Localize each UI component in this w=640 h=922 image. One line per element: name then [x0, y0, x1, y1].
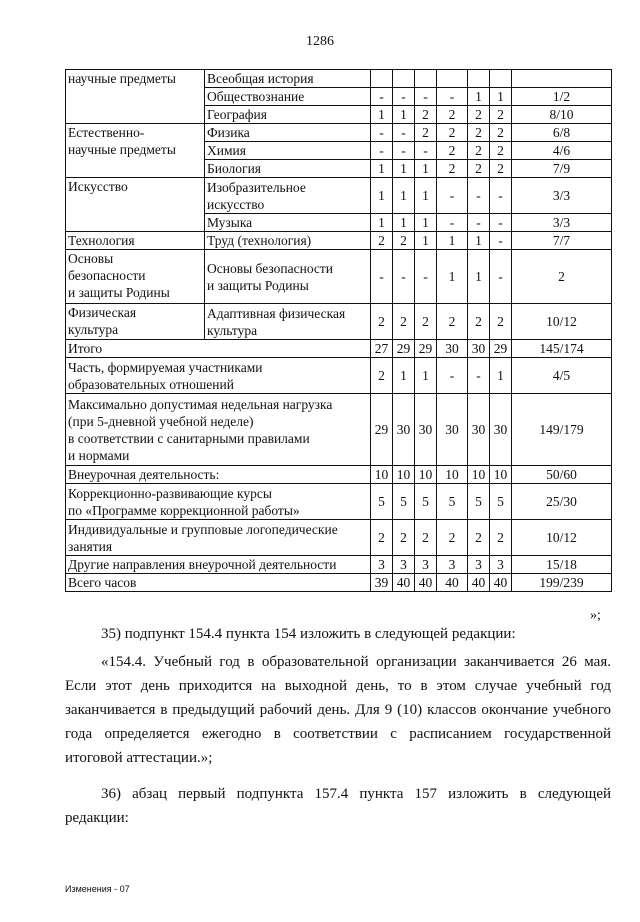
- row-label: Максимально допустимая недельная нагрузка (при 5-дневной учебной неделе) в соответствии с санитарными правилами и нормами: [66, 394, 371, 466]
- grade-hours-2: 10: [393, 466, 415, 484]
- total-hours: 4/5: [512, 358, 612, 394]
- page-number: 1286: [306, 34, 334, 49]
- grade-hours-1: 5: [371, 484, 393, 520]
- table-row: [66, 358, 612, 394]
- grade-hours-5: [468, 70, 490, 88]
- total-hours: 7/9: [512, 160, 612, 178]
- grade-hours-3: 2: [415, 124, 437, 142]
- grade-hours-4: 10: [437, 466, 468, 484]
- grade-hours-4: 2: [437, 106, 468, 124]
- table-row: [66, 484, 612, 520]
- grade-hours-1: 27: [371, 340, 393, 358]
- grade-hours-4: -: [437, 214, 468, 232]
- paragraph-35: 35) подпункт 154.4 пункта 154 изложить в следующей редакции:: [101, 626, 516, 642]
- grade-hours-3: -: [415, 88, 437, 106]
- grade-hours-1: -: [371, 250, 393, 304]
- table-row: [66, 574, 612, 592]
- grade-hours-6: 2: [490, 142, 512, 160]
- subject-area: Технология: [66, 232, 205, 250]
- grade-hours-6: 5: [490, 484, 512, 520]
- grade-hours-1: [371, 70, 393, 88]
- grade-hours-4: -: [437, 88, 468, 106]
- grade-hours-3: 1: [415, 214, 437, 232]
- grade-hours-3: 40: [415, 574, 437, 592]
- grade-hours-1: 1: [371, 160, 393, 178]
- grade-hours-6: 1: [490, 88, 512, 106]
- grade-hours-5: 30: [468, 394, 490, 466]
- grade-hours-1: 2: [371, 358, 393, 394]
- table-row: [66, 520, 612, 556]
- table-row: [66, 340, 612, 358]
- grade-hours-1: 1: [371, 214, 393, 232]
- table-row: [66, 466, 612, 484]
- subject-name: Химия: [205, 142, 371, 160]
- grade-hours-2: -: [393, 142, 415, 160]
- grade-hours-6: 40: [490, 574, 512, 592]
- grade-hours-3: [415, 70, 437, 88]
- subject-name: Изобразительное искусство: [205, 178, 371, 214]
- total-hours: 4/6: [512, 142, 612, 160]
- grade-hours-5: 2: [468, 142, 490, 160]
- grade-hours-3: 1: [415, 358, 437, 394]
- grade-hours-1: 10: [371, 466, 393, 484]
- total-hours: 10/12: [512, 520, 612, 556]
- grade-hours-6: -: [490, 178, 512, 214]
- table-row: [66, 304, 612, 340]
- grade-hours-2: -: [393, 250, 415, 304]
- grade-hours-3: -: [415, 250, 437, 304]
- grade-hours-4: 2: [437, 520, 468, 556]
- grade-hours-2: 1: [393, 178, 415, 214]
- grade-hours-5: 2: [468, 520, 490, 556]
- grade-hours-2: 1: [393, 358, 415, 394]
- total-hours: 2: [512, 250, 612, 304]
- grade-hours-3: -: [415, 142, 437, 160]
- grade-hours-5: 2: [468, 124, 490, 142]
- grade-hours-2: -: [393, 124, 415, 142]
- grade-hours-5: 40: [468, 574, 490, 592]
- grade-hours-5: 30: [468, 340, 490, 358]
- grade-hours-5: 10: [468, 466, 490, 484]
- total-hours: 199/239: [512, 574, 612, 592]
- paragraph-154-4: «154.4. Учебный год в образовательной организации заканчивается 26 мая. Если этот день приходится на выходной день, то в этом случае учебный год заканчивается в предыдущий рабочий день. Для 9 (10) классов окончание учебного года определяется ежегодно в соответствии с расписанием государственной итоговой аттестации.»;: [65, 654, 611, 766]
- grade-hours-1: 29: [371, 394, 393, 466]
- grade-hours-4: [437, 70, 468, 88]
- total-hours: [512, 70, 612, 88]
- grade-hours-2: 40: [393, 574, 415, 592]
- grade-hours-5: 1: [468, 232, 490, 250]
- grade-hours-1: 2: [371, 232, 393, 250]
- closing-quote: »;: [590, 608, 601, 623]
- table-row: [66, 250, 612, 304]
- total-hours: 50/60: [512, 466, 612, 484]
- grade-hours-5: -: [468, 358, 490, 394]
- subject-area: научные предметы: [66, 70, 205, 124]
- grade-hours-5: -: [468, 214, 490, 232]
- grade-hours-6: 3: [490, 556, 512, 574]
- table-row: [66, 394, 612, 466]
- grade-hours-1: -: [371, 88, 393, 106]
- grade-hours-4: 2: [437, 304, 468, 340]
- table-row: [66, 124, 612, 142]
- grade-hours-5: -: [468, 178, 490, 214]
- grade-hours-4: 2: [437, 142, 468, 160]
- total-hours: 25/30: [512, 484, 612, 520]
- total-hours: 149/179: [512, 394, 612, 466]
- grade-hours-6: 2: [490, 304, 512, 340]
- table-row: [66, 556, 612, 574]
- total-hours: 3/3: [512, 178, 612, 214]
- curriculum-table: [65, 69, 612, 592]
- grade-hours-3: 2: [415, 304, 437, 340]
- grade-hours-6: 2: [490, 520, 512, 556]
- subject-name: Всеобщая история: [205, 70, 371, 88]
- subject-name: Обществознание: [205, 88, 371, 106]
- grade-hours-1: 39: [371, 574, 393, 592]
- grade-hours-6: 2: [490, 160, 512, 178]
- grade-hours-5: 3: [468, 556, 490, 574]
- row-label: Итого: [66, 340, 371, 358]
- grade-hours-2: 5: [393, 484, 415, 520]
- grade-hours-6: -: [490, 250, 512, 304]
- grade-hours-3: 2: [415, 520, 437, 556]
- grade-hours-4: -: [437, 358, 468, 394]
- grade-hours-2: 30: [393, 394, 415, 466]
- subject-name: Биология: [205, 160, 371, 178]
- subject-name: Основы безопасности и защиты Родины: [205, 250, 371, 304]
- grade-hours-5: 2: [468, 106, 490, 124]
- grade-hours-6: 10: [490, 466, 512, 484]
- grade-hours-4: -: [437, 178, 468, 214]
- subject-area: Естественно- научные предметы: [66, 124, 205, 178]
- total-hours: 3/3: [512, 214, 612, 232]
- subject-name: Физика: [205, 124, 371, 142]
- grade-hours-4: 1: [437, 250, 468, 304]
- grade-hours-2: 1: [393, 214, 415, 232]
- grade-hours-2: 1: [393, 106, 415, 124]
- grade-hours-1: 2: [371, 304, 393, 340]
- subject-name: Адаптивная физическая культура: [205, 304, 371, 340]
- grade-hours-2: 3: [393, 556, 415, 574]
- total-hours: 145/174: [512, 340, 612, 358]
- footer-note: Изменения - 07: [65, 884, 130, 894]
- grade-hours-6: 1: [490, 358, 512, 394]
- table-row: [66, 70, 612, 88]
- total-hours: 1/2: [512, 88, 612, 106]
- table-row: [66, 178, 612, 214]
- subject-name: Труд (технология): [205, 232, 371, 250]
- table-row: [66, 232, 612, 250]
- grade-hours-6: 29: [490, 340, 512, 358]
- grade-hours-4: 30: [437, 340, 468, 358]
- total-hours: 15/18: [512, 556, 612, 574]
- total-hours: 6/8: [512, 124, 612, 142]
- grade-hours-2: [393, 70, 415, 88]
- grade-hours-3: 30: [415, 394, 437, 466]
- grade-hours-5: 1: [468, 250, 490, 304]
- grade-hours-2: 29: [393, 340, 415, 358]
- grade-hours-1: 1: [371, 178, 393, 214]
- grade-hours-6: -: [490, 214, 512, 232]
- subject-area: Основы безопасности и защиты Родины: [66, 250, 205, 304]
- subject-name: География: [205, 106, 371, 124]
- grade-hours-1: -: [371, 142, 393, 160]
- total-hours: 10/12: [512, 304, 612, 340]
- row-label: Всего часов: [66, 574, 371, 592]
- grade-hours-2: 2: [393, 232, 415, 250]
- grade-hours-6: [490, 70, 512, 88]
- subject-area: Физическая культура: [66, 304, 205, 340]
- grade-hours-1: 2: [371, 520, 393, 556]
- grade-hours-3: 1: [415, 160, 437, 178]
- total-hours: 7/7: [512, 232, 612, 250]
- row-label: Коррекционно-развивающие курсы по «Программе коррекционной работы»: [66, 484, 371, 520]
- grade-hours-6: -: [490, 232, 512, 250]
- grade-hours-3: 2: [415, 106, 437, 124]
- grade-hours-4: 2: [437, 124, 468, 142]
- grade-hours-1: 1: [371, 106, 393, 124]
- grade-hours-2: 1: [393, 160, 415, 178]
- grade-hours-3: 10: [415, 466, 437, 484]
- subject-area: Искусство: [66, 178, 205, 232]
- grade-hours-5: 1: [468, 88, 490, 106]
- grade-hours-5: 2: [468, 304, 490, 340]
- grade-hours-4: 2: [437, 160, 468, 178]
- grade-hours-4: 30: [437, 394, 468, 466]
- grade-hours-3: 29: [415, 340, 437, 358]
- grade-hours-4: 5: [437, 484, 468, 520]
- paragraph-36: 36) абзац первый подпункта 157.4 пункта 157 изложить в следующей редакции:: [65, 786, 611, 826]
- grade-hours-2: 2: [393, 520, 415, 556]
- grade-hours-1: -: [371, 124, 393, 142]
- grade-hours-6: 2: [490, 124, 512, 142]
- grade-hours-2: 2: [393, 304, 415, 340]
- grade-hours-5: 2: [468, 160, 490, 178]
- grade-hours-4: 3: [437, 556, 468, 574]
- grade-hours-6: 2: [490, 106, 512, 124]
- subject-name: Музыка: [205, 214, 371, 232]
- total-hours: 8/10: [512, 106, 612, 124]
- grade-hours-5: 5: [468, 484, 490, 520]
- grade-hours-1: 3: [371, 556, 393, 574]
- grade-hours-3: 5: [415, 484, 437, 520]
- row-label: Часть, формируемая участниками образовательных отношений: [66, 358, 371, 394]
- grade-hours-3: 1: [415, 178, 437, 214]
- row-label: Внеурочная деятельность:: [66, 466, 371, 484]
- row-label: Другие направления внеурочной деятельности: [66, 556, 371, 574]
- row-label: Индивидуальные и групповые логопедические занятия: [66, 520, 371, 556]
- grade-hours-2: -: [393, 88, 415, 106]
- grade-hours-3: 1: [415, 232, 437, 250]
- grade-hours-4: 1: [437, 232, 468, 250]
- grade-hours-6: 30: [490, 394, 512, 466]
- grade-hours-4: 40: [437, 574, 468, 592]
- grade-hours-3: 3: [415, 556, 437, 574]
